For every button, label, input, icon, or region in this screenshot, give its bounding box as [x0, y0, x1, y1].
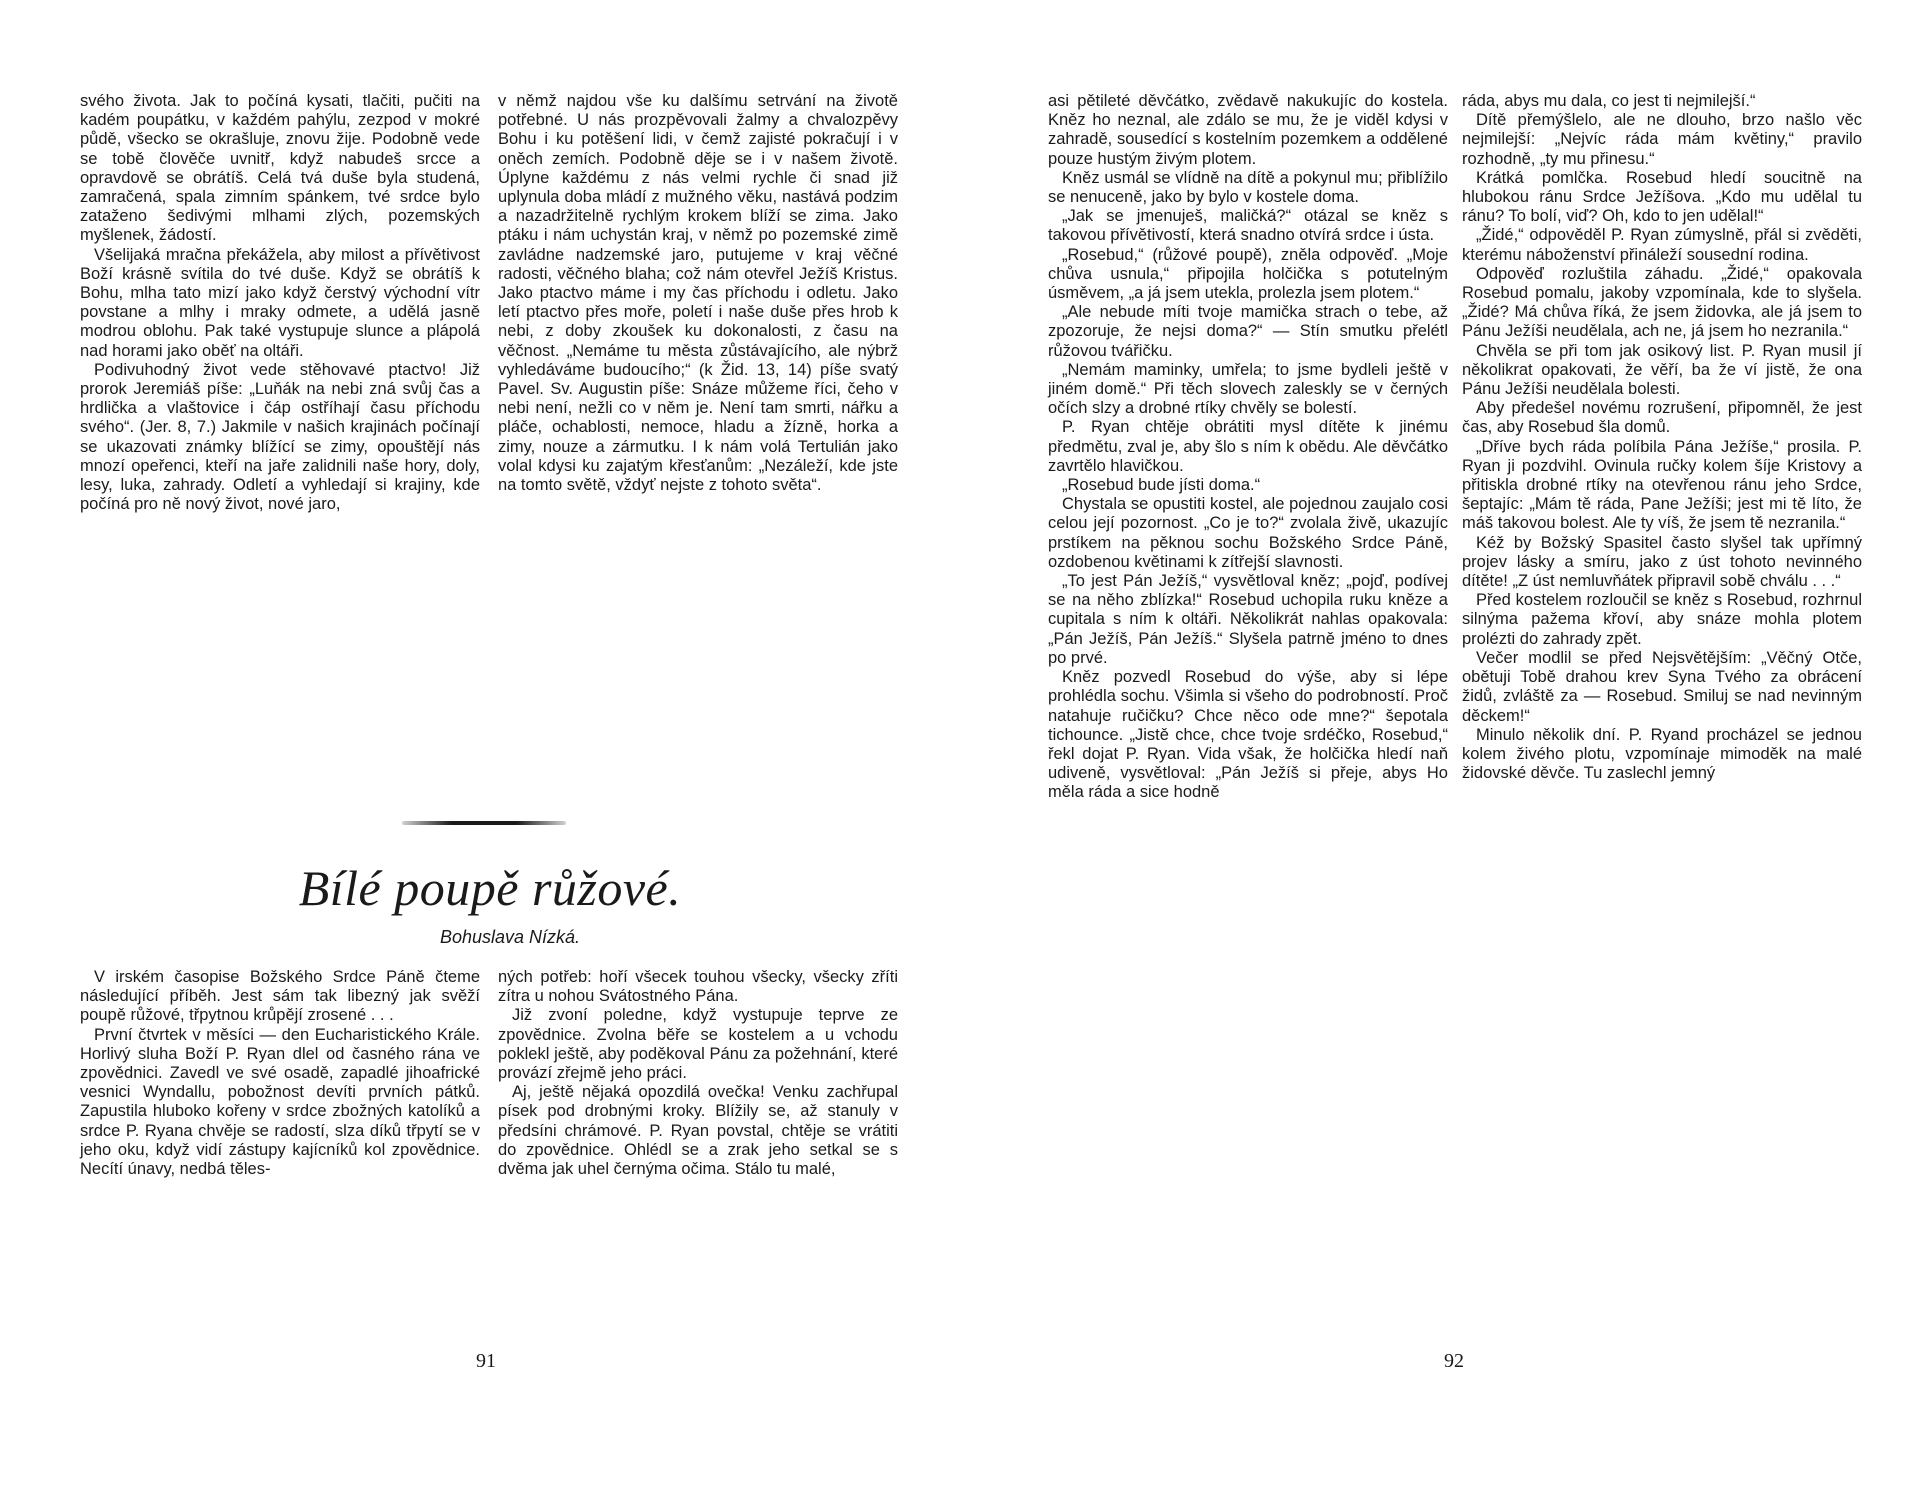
paragraph: „Dříve bych ráda políbila Pána Ježíše,“ prosila. P. Ryan ji pozdvihl. Ovinula ručky kolem šíje Kristovy a přitiskla drobné rtíky na otevřenou ránu jeho Srdce, šeptajíc: „Mám tě ráda, Pane Ježíši; jest mi tě líto, že máš takovou bolest. Ale ty víš, že jsem tě nezranila.“: [1462, 437, 1862, 533]
paragraph: Všelijaká mračna překážela, aby milost a přívětivost Boží krásně svítila do tvé duše. Když se obrátíš k Bohu, mlha tato mizí jako když čerstvý východní vítr povstane a mlhy i mraky odmete, a udělá jasně modrou oblohu. Pak také vystupuje slunce a plápolá nad horami jako oběť na oltáři.: [80, 245, 480, 360]
paragraph: „Nemám maminky, umřela; to jsme bydleli ještě v jiném domě.“ Při těch slovech zaleskly se v černých očích slzy a drobné rtíky chvěly se bolestí.: [1048, 360, 1448, 418]
paragraph: Kéž by Božský Spasitel často slyšel tak upřímný projev lásky a smíru, jako z úst tohoto nevinného dítěte! „Z úst nemluvňátek připravil sobě chválu . . .“: [1462, 533, 1862, 591]
section-divider-rule: [402, 821, 566, 825]
paragraph: První čtvrtek v měsíci — den Eucharistického Krále. Horlivý sluha Boží P. Ryan dlel od časného rána ve zpovědnici. Zavedl ve své osadě, zapadlé jihoafrické vesnici Wyndallu, pobožnost devíti prvních pátků. Zapustila hluboko kořeny v srdce zbožných katolíků a srdce P. Ryana chvěje se radostí, slza díků třpytí se v jeho oku, když vidí zástupy kajícníků kol zpovědnice. Necítí únavy, nedbá těles-: [80, 1025, 480, 1179]
paragraph: Kněz usmál se vlídně na dítě a pokynul mu; přiblížilo se nenuceně, jako by bylo v kostele doma.: [1048, 168, 1448, 207]
paragraph: Odpověď rozluštila záhadu. „Židé,“ opakovala Rosebud pomalu, jakoby vzpomínala, kde to slyšela. „Židé? Má chůva říká, že jsem židovka, ale já jsem to Pánu Ježíši neudělala, ach ne, já jsem ho nezranila.“: [1462, 264, 1862, 341]
paragraph: Chvěla se při tom jak osikový list. P. Ryan musil jí několikrat opakovati, že věří, ba že ví jistě, že ona Pánu Ježíši neudělala bolesti.: [1462, 341, 1862, 399]
paragraph: Aj, ještě nějaká opozdilá ovečka! Venku zachřupal písek pod drobnými kroky. Blížily se, až stanuly v předsíni chrámové. P. Ryan povstal, chtěje se vrátiti do zpovědnice. Ohlédl se a zrak jeho setkal se s dvěma jak uhel černýma očima. Stálo tu malé,: [498, 1083, 898, 1179]
paragraph: Již zvoní poledne, když vystupuje teprve ze zpovědnice. Zvolna běře se kostelem a u vchodu poklekl ještě, aby poděkoval Pánu za požehnání, které provází zřejmě jeho práci.: [498, 1006, 898, 1083]
paragraph: Večer modlil se před Nejsvětějším: „Věčný Otče, obětuji Tobě drahou krev Syna Tvého za obrácení židů, zvláště za — Rosebud. Smiluj se nad nevinným děckem!“: [1462, 648, 1862, 725]
right-page-column-2: [1462, 92, 1862, 783]
left-page-column-2-top: [498, 92, 898, 495]
paragraph: Krátká pomlčka. Rosebud hledí soucitně na hlubokou ránu Srdce Ježíšova. „Kdo mu udělal tu ránu? To bolí, viď? Oh, kdo to jen udělal!“: [1462, 168, 1862, 226]
paragraph: V irském časopise Božského Srdce Páně čteme následující příběh. Jest sám tak libezný jak svěží poupě růžové, třpytnou krůpějí zrosené . . .: [80, 968, 480, 1025]
paragraph: asi pětileté děvčátko, zvědavě nakukujíc do kostela. Kněz ho neznal, ale zdálo se mu, že je viděl kdysi v zahradě, sousedící s kostelním pozemkem a oddělené pouze hustým živým plotem.: [1048, 92, 1448, 168]
paragraph: ných potřeb: hoří všecek touhou všecky, všecky zříti zítra u nohou Svátostného Pána.: [498, 968, 898, 1006]
left-page-column-1-bottom: [80, 968, 480, 1179]
left-page-column-1-top: [80, 92, 480, 514]
paragraph: Dítě přemýšlelo, ale ne dlouho, brzo našlo věc nejmilejší: „Nejvíc ráda mám květiny,“ pravilo rozhodně, „ty mu přinesu.“: [1462, 111, 1862, 168]
left-page-column-2-bottom: [498, 968, 898, 1179]
page-number-right: 92: [1444, 1350, 1464, 1372]
paragraph: ráda, abys mu dala, co jest ti nejmilejší.“: [1462, 92, 1756, 110]
paragraph: „Jak se jmenuješ, maličká?“ otázal se kněz s takovou přívětivostí, která snadno otvírá srdce i ústa.: [1048, 207, 1448, 245]
paragraph: „Židé,“ odpověděl P. Ryan zúmyslně, přál si zvěděti, kterému náboženství přináleží sousední rodina.: [1462, 226, 1862, 264]
right-page-column-1: [1048, 92, 1448, 803]
page-number-left: 91: [476, 1350, 496, 1372]
paragraph: „Ale nebude míti tvoje mamička strach o tebe, až zpozoruje, že nejsi doma?“ — Stín smutku přelétl růžovou tvářičku.: [1048, 303, 1448, 360]
story-author: Bohuslava Nízká.: [439, 927, 581, 947]
paragraph: v němž najdou vše ku dalšímu setrvání na životě potřebné. U nás prozpěvovali žalmy a chvalozpěvy Bohu i ku potěšení lidi, v čemž zajisté pokračují i v oněch zemích. Podobně děje se i v našem životě. Úplyne každému z nás velmi rychle či snad již uplynula doba mládí z mužného věku, nastává podzim a nazadržitelně rychlým krokem blíží se zima. Jako ptáku i nám uchystán kraj, v němž po pozemské zimě zavládne nadzemské jaro, putujeme v kraj věčné radosti, věčného blaha; což nám otevřel Ježíš Kristus. Jako ptactvo máme i my čas příchodu i odletu. Jako letí ptactvo přes moře, poletí i naše duše přes hrob k nebi, z doby zkoušek ku dokonalosti, z času na věčnost. „Nemáme tu města zůstávajícího, ale nýbrž vyhledáváme budoucího;“ (k Žid. 13, 14) píše svatý Pavel. Sv. Augustin píše: Snáze můžeme říci, čeho v nebi není, nežli co v něm je. Není tam smrti, nářku a pláče, ochablosti, nemoce, hladu a žízně, horka a zimy, nouze a zármutku. I k nám volá Tertulián jako volal kdysi ku zajatým křesťanům: „Nezáleží, kde jste na tomto světě, vždyť nejste z tohoto světa“.: [498, 92, 898, 495]
paragraph: Před kostelem rozloučil se kněz s Rosebud, rozhrnul silnýma pažema křoví, aby snáze mohla plotem prolézti do zahrady zpět.: [1462, 591, 1862, 648]
paragraph: „Rosebud,“ (růžové poupě), zněla odpověď. „Moje chůva usnula,“ připojila holčička s potutelným úsměvem, „a já jsem utekla, prolezla jsem plotem.“: [1048, 245, 1448, 303]
paragraph: Minulo několik dní. P. Ryand procházel se jednou kolem živého plotu, vzpomínaje mimoděk na malé židovské děvče. Tu zaslechl jemný: [1462, 725, 1862, 783]
paragraph: „Rosebud bude jísti doma.“: [1062, 476, 1261, 495]
paragraph: Aby předešel novému rozrušení, připomněl, že jest čas, aby Rosebud šla domů.: [1462, 399, 1862, 437]
paragraph: svého života. Jak to počíná kysati, tlačiti, pučiti na kadém poupátku, v každém pahýlu, zezpod v mokré půdě, všecko se okrašluje, znovu žije. Podobně vede se tobě člověče uvnitř, když nabudeš srcce a opravdově se obrátíš. Celá tvá duše byla studená, zamračená, spala zimním spánkem, tvé srdce bylo zataženo šedivými mlhami zlých, pozemských myšlenek, žádostí.: [80, 92, 480, 245]
paragraph: Kněz pozvedl Rosebud do výše, aby si lépe prohlédla sochu. Všimla si všeho do podrobností. Proč natahuje ručičku? Chce něco ode mne?“ šepotala tichounce. „Jistě chce, chce tvoje srdéčko, Rosebud,“ řekl dojat P. Ryan. Vida však, že holčička hledí naň udiveně, vysvětloval: „Pán Ježíš si přeje, abys Ho měla ráda a sice hodně: [1048, 668, 1448, 802]
paragraph: P. Ryan chtěje obrátiti mysl dítěte k jinému předmětu, zval je, aby šlo s ním k obědu. Ale děvčátko zavrtělo hlavičkou.: [1048, 418, 1448, 475]
paragraph: Podivuhodný život vede stěhovavé ptactvo! Již prorok Jeremiáš píše: „Luňák na nebi zná svůj čas a hrdlička a vlaštovice i čáp ostříhají času příchodu svého“. (Jer. 8, 7.) Jakmile v našich krajinách počínají se ukazovati známky blížící se zimy, opouštějí nás mnozí opeřenci, kteří na jaře zalidnili naše hory, doly, lesy, luka, zahrady. Odletí a vyhledají si krajiny, kde počíná pro ně nový život, nové jaro,: [80, 360, 480, 514]
paragraph: Chystala se opustiti kostel, ale pojednou zaujalo cosi celou její pozornost. „Co je to?“ zvolala živě, ukazujíc prstíkem na pěknou sochu Božského Srdce Páně, ozdobenou květinami k zítřejší slavnosti.: [1048, 495, 1448, 571]
story-title: Bílé poupě růžové.: [298, 860, 682, 916]
paragraph: „To jest Pán Ježíš,“ vysvětloval kněz; „pojď, podívej se na něho zblízka!“ Rosebud uchopila ruku kněze a cupitala s ním k oltáři. Několikrát nahlas opakovala: „Pán Ježíš, Pán Ježíš.“ Slyšela patrně jméno to dnes po prvé.: [1048, 572, 1448, 667]
